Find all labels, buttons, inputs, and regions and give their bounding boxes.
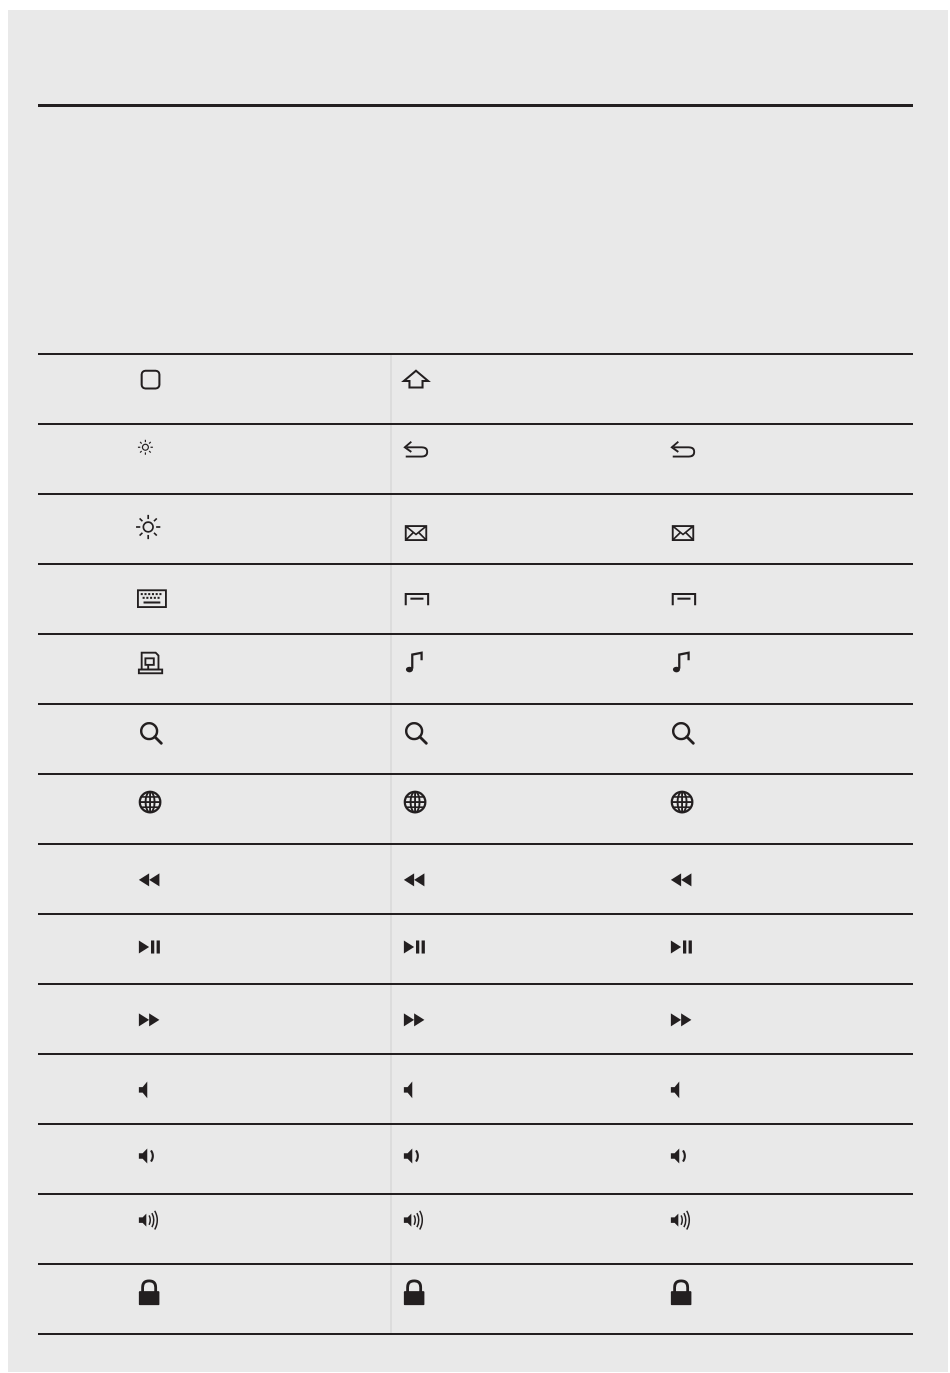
table-cell <box>400 355 650 423</box>
table-row <box>38 985 913 1055</box>
lock-icon <box>135 1279 167 1307</box>
search-icon <box>400 719 432 747</box>
table-cell <box>667 565 907 633</box>
rewind-icon <box>400 864 432 892</box>
column-divider <box>390 565 392 633</box>
table-cell <box>135 355 385 423</box>
table-row <box>38 565 913 635</box>
volume-down-icon <box>135 1142 167 1170</box>
column-divider <box>390 915 392 983</box>
home-square-icon <box>135 367 167 395</box>
table-cell <box>400 1055 650 1123</box>
search-icon <box>667 719 699 747</box>
brightness-up-icon <box>135 513 167 541</box>
table-cell <box>135 1265 385 1333</box>
table-cell <box>135 1055 385 1123</box>
table-cell <box>135 705 385 773</box>
globe-icon <box>400 789 432 817</box>
mail-icon <box>400 513 432 541</box>
table-cell <box>667 495 907 563</box>
column-divider <box>390 1055 392 1123</box>
table-row <box>38 495 913 565</box>
mute-icon <box>135 1074 167 1102</box>
table-cell <box>400 705 650 773</box>
home-outline-icon <box>400 367 432 395</box>
table-cell <box>400 1195 650 1263</box>
volume-up-icon <box>400 1208 432 1236</box>
column-divider <box>390 705 392 773</box>
table-row <box>38 845 913 915</box>
table-cell <box>400 915 650 983</box>
table-cell <box>135 845 385 913</box>
column-divider <box>390 495 392 563</box>
table-cell <box>400 565 650 633</box>
table-row <box>38 705 913 775</box>
volume-up-icon <box>667 1208 699 1236</box>
column-divider <box>390 985 392 1053</box>
table-cell <box>667 915 907 983</box>
table-cell <box>135 985 385 1053</box>
volume-up-icon <box>135 1208 167 1236</box>
table-row <box>38 775 913 845</box>
menu-icon <box>667 580 699 608</box>
search-icon <box>135 719 167 747</box>
table-cell <box>667 845 907 913</box>
icon-table <box>38 353 913 1335</box>
table-cell <box>667 425 907 493</box>
mute-icon <box>400 1074 432 1102</box>
table-cell <box>667 1265 907 1333</box>
column-divider <box>390 1195 392 1263</box>
table-cell <box>667 705 907 773</box>
table-row <box>38 635 913 705</box>
music-note-icon <box>400 649 432 677</box>
table-cell <box>667 1055 907 1123</box>
table-cell <box>135 495 385 563</box>
table-cell <box>400 775 650 843</box>
table-cell <box>400 845 650 913</box>
play-pause-icon <box>400 933 432 961</box>
table-cell <box>135 915 385 983</box>
table-cell <box>667 355 907 423</box>
rewind-icon <box>667 864 699 892</box>
table-cell <box>400 495 650 563</box>
table-cell <box>667 635 907 703</box>
table-cell <box>135 1195 385 1263</box>
table-cell <box>667 775 907 843</box>
play-pause-icon <box>135 933 167 961</box>
column-divider <box>390 1125 392 1193</box>
globe-icon <box>667 789 699 817</box>
column-divider <box>390 425 392 493</box>
table-cell <box>135 775 385 843</box>
volume-down-icon <box>400 1142 432 1170</box>
column-divider <box>390 1265 392 1333</box>
table-row <box>38 1195 913 1265</box>
table-cell <box>400 635 650 703</box>
manual-page <box>8 10 948 1372</box>
table-row <box>38 425 913 495</box>
table-cell <box>667 1195 907 1263</box>
keyboard-icon <box>135 580 167 608</box>
fast-forward-icon <box>135 1004 167 1032</box>
fast-forward-icon <box>667 1004 699 1032</box>
table-cell <box>667 985 907 1053</box>
music-note-icon <box>667 649 699 677</box>
table-row <box>38 355 913 425</box>
brightness-down-icon <box>135 437 167 465</box>
table-cell <box>400 985 650 1053</box>
lock-icon <box>400 1279 432 1307</box>
fast-forward-icon <box>400 1004 432 1032</box>
table-cell <box>135 425 385 493</box>
column-divider <box>390 775 392 843</box>
volume-down-icon <box>667 1142 699 1170</box>
table-cell <box>667 1125 907 1193</box>
play-pause-icon <box>667 933 699 961</box>
mute-icon <box>667 1074 699 1102</box>
table-row <box>38 1125 913 1195</box>
table-row <box>38 1055 913 1125</box>
column-divider <box>390 635 392 703</box>
column-divider <box>390 355 392 423</box>
table-cell <box>135 635 385 703</box>
table-cell <box>400 1125 650 1193</box>
back-arrow-icon <box>667 437 699 465</box>
menu-icon <box>400 580 432 608</box>
table-cell <box>135 565 385 633</box>
rewind-icon <box>135 864 167 892</box>
table-row <box>38 1265 913 1335</box>
lock-icon <box>667 1279 699 1307</box>
mail-icon <box>667 513 699 541</box>
table-cell <box>135 1125 385 1193</box>
globe-icon <box>135 789 167 817</box>
column-divider <box>390 845 392 913</box>
header-rule <box>38 104 913 107</box>
table-cell <box>400 1265 650 1333</box>
table-row <box>38 915 913 985</box>
table-cell <box>400 425 650 493</box>
slideshow-icon <box>135 649 167 677</box>
back-arrow-icon <box>400 437 432 465</box>
